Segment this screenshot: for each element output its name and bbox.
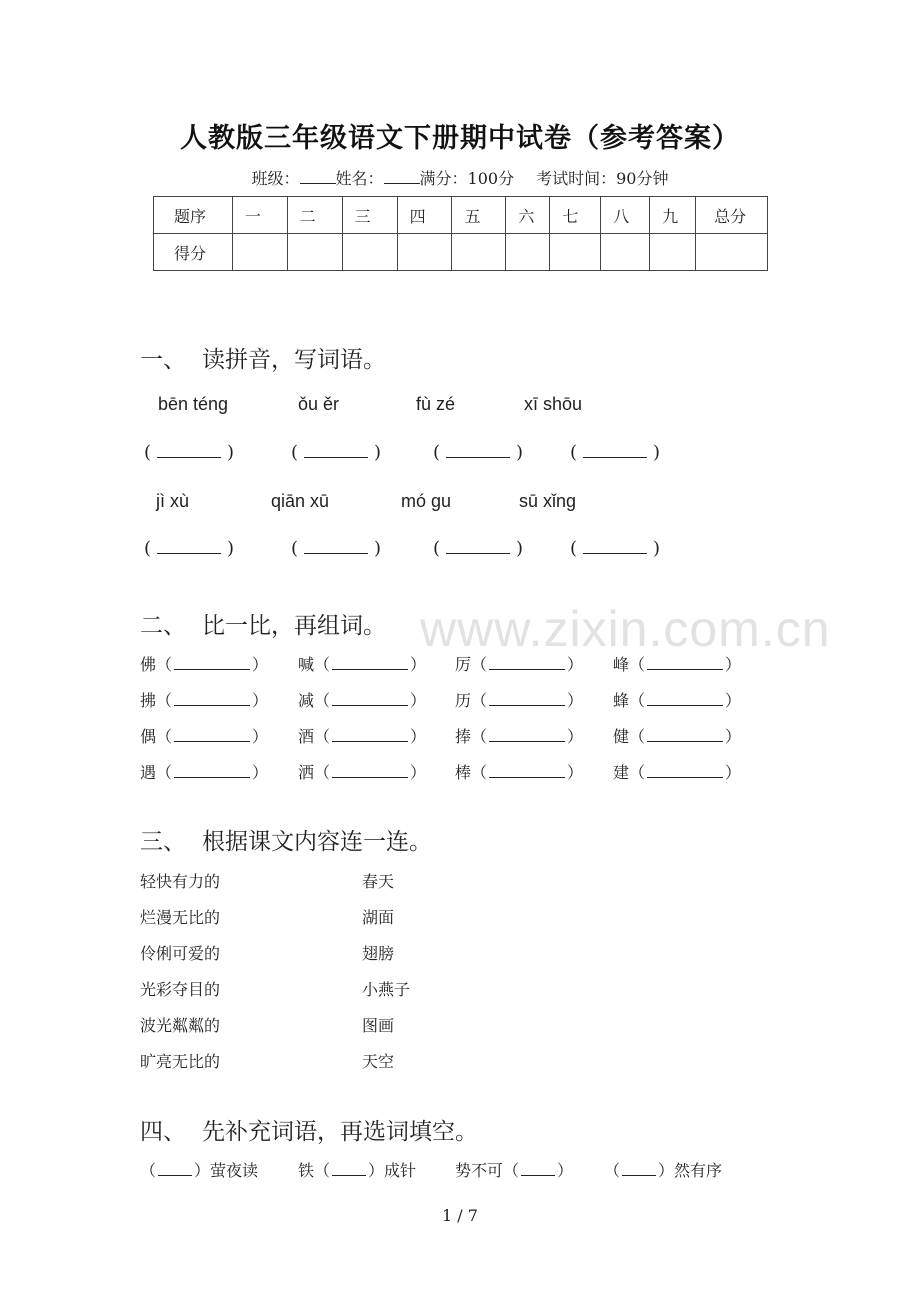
name-label: 姓名： (335, 169, 384, 188)
pinyin: sū xǐng (519, 491, 577, 511)
header-cell: 七 (550, 197, 601, 234)
match-right-item[interactable]: 湖面 (362, 908, 395, 927)
section-number: 三、 (140, 829, 186, 855)
score-label: 满分：100分 (419, 169, 515, 188)
score-table (153, 196, 768, 271)
match-right-item[interactable]: 翅膀 (362, 944, 395, 963)
score-cell[interactable] (601, 234, 650, 271)
section-title: 读拼音，写词语。 (202, 347, 386, 373)
answer-blank[interactable]: ( ) (291, 538, 382, 559)
section-3-heading (140, 823, 432, 856)
section-number: 四、 (140, 1119, 186, 1145)
idiom-fill-item[interactable]: 铁（ ）成针 (298, 1161, 417, 1180)
compare-item[interactable]: 棒（ ） (455, 763, 584, 782)
match-left-item[interactable]: 轻快有力的 (140, 872, 221, 891)
score-cell[interactable] (397, 234, 452, 271)
section-title: 根据课文内容连一连。 (202, 829, 432, 855)
compare-item[interactable]: 酒（ ） (298, 727, 427, 746)
match-left-item[interactable]: 伶俐可爱的 (140, 944, 221, 963)
watermark: www.zixin.com.cn (420, 601, 831, 657)
section-1-heading (140, 341, 386, 374)
match-left-item[interactable]: 旷亮无比的 (140, 1052, 221, 1071)
score-cell[interactable] (696, 234, 768, 271)
section-number: 一、 (140, 347, 186, 373)
class-label: 班级： (251, 169, 300, 188)
header-cell: 题序 (154, 197, 233, 234)
compare-item[interactable]: 洒（ ） (298, 763, 427, 782)
idiom-fill-item[interactable]: 势不可（ ） (455, 1161, 574, 1180)
header-cell: 二 (287, 197, 342, 234)
page-title: 人教版三年级语文下册期中试卷（参考答案） (180, 123, 740, 154)
compare-item[interactable]: 健（ ） (613, 727, 742, 746)
header-cell: 三 (342, 197, 397, 234)
match-right-item[interactable]: 春天 (362, 872, 395, 891)
score-cell[interactable] (452, 234, 506, 271)
header-cell: 六 (506, 197, 550, 234)
match-right-item[interactable]: 小燕子 (362, 980, 411, 999)
section-2-heading (140, 607, 386, 640)
idiom-fill-item[interactable]: （ ）萤夜读 (140, 1161, 259, 1180)
header-cell: 四 (397, 197, 452, 234)
score-cell[interactable] (650, 234, 696, 271)
compare-item[interactable]: 蜂（ ） (613, 691, 742, 710)
pinyin: xī shōu (524, 394, 583, 414)
header-cell: 五 (452, 197, 506, 234)
score-cell[interactable] (287, 234, 342, 271)
match-left-item[interactable]: 烂漫无比的 (140, 908, 221, 927)
match-left-item[interactable]: 波光粼粼的 (140, 1016, 221, 1035)
compare-item[interactable]: 拂（ ） (140, 691, 269, 710)
compare-item[interactable]: 捧（ ） (455, 727, 584, 746)
name-blank[interactable] (384, 169, 420, 184)
compare-item[interactable]: 历（ ） (455, 691, 584, 710)
compare-item[interactable]: 厉（ ） (455, 655, 584, 674)
score-cell[interactable] (506, 234, 550, 271)
score-table-row (154, 234, 768, 271)
idiom-fill-item[interactable]: （ ）然有序 (604, 1161, 723, 1180)
answer-blank[interactable]: ( ) (570, 442, 661, 463)
header-cell: 八 (601, 197, 650, 234)
answer-blank[interactable]: ( ) (433, 442, 524, 463)
score-cell[interactable] (550, 234, 601, 271)
compare-item[interactable]: 喊（ ） (298, 655, 427, 674)
pinyin: fù zé (416, 394, 456, 414)
answer-blank[interactable]: ( ) (291, 442, 382, 463)
pinyin: ǒu ěr (298, 394, 340, 414)
compare-item[interactable]: 遇（ ） (140, 763, 269, 782)
match-left-item[interactable]: 光彩夺目的 (140, 980, 221, 999)
compare-item[interactable]: 佛（ ） (140, 655, 269, 674)
time-label: 考试时间：90分钟 (536, 169, 669, 188)
section-4-heading (140, 1113, 478, 1146)
pinyin: mó gu (401, 491, 452, 511)
pinyin: jì xù (156, 491, 190, 511)
section-title: 比一比，再组词。 (202, 613, 386, 639)
exam-info (0, 166, 920, 189)
compare-item[interactable]: 偶（ ） (140, 727, 269, 746)
compare-item[interactable]: 峰（ ） (613, 655, 742, 674)
section-number: 二、 (140, 613, 186, 639)
row-label: 得分 (154, 234, 233, 271)
answer-blank[interactable]: ( ) (570, 538, 661, 559)
score-cell[interactable] (342, 234, 397, 271)
header-cell: 一 (232, 197, 287, 234)
compare-item[interactable]: 建（ ） (613, 763, 742, 782)
answer-blank[interactable]: ( ) (144, 538, 235, 559)
match-right-item[interactable]: 图画 (362, 1016, 395, 1035)
header-cell: 九 (650, 197, 696, 234)
pinyin: qiān xū (271, 491, 330, 511)
header-cell: 总分 (696, 197, 768, 234)
score-table-header (154, 197, 768, 234)
compare-item[interactable]: 减（ ） (298, 691, 427, 710)
score-cell[interactable] (232, 234, 287, 271)
page-number: 1 / 7 (442, 1206, 478, 1225)
answer-blank[interactable]: ( ) (144, 442, 235, 463)
pinyin: bēn téng (158, 394, 229, 414)
answer-blank[interactable]: ( ) (433, 538, 524, 559)
section-title: 先补充词语，再选词填空。 (202, 1119, 478, 1145)
class-blank[interactable] (300, 169, 336, 184)
match-right-item[interactable]: 天空 (362, 1052, 395, 1071)
